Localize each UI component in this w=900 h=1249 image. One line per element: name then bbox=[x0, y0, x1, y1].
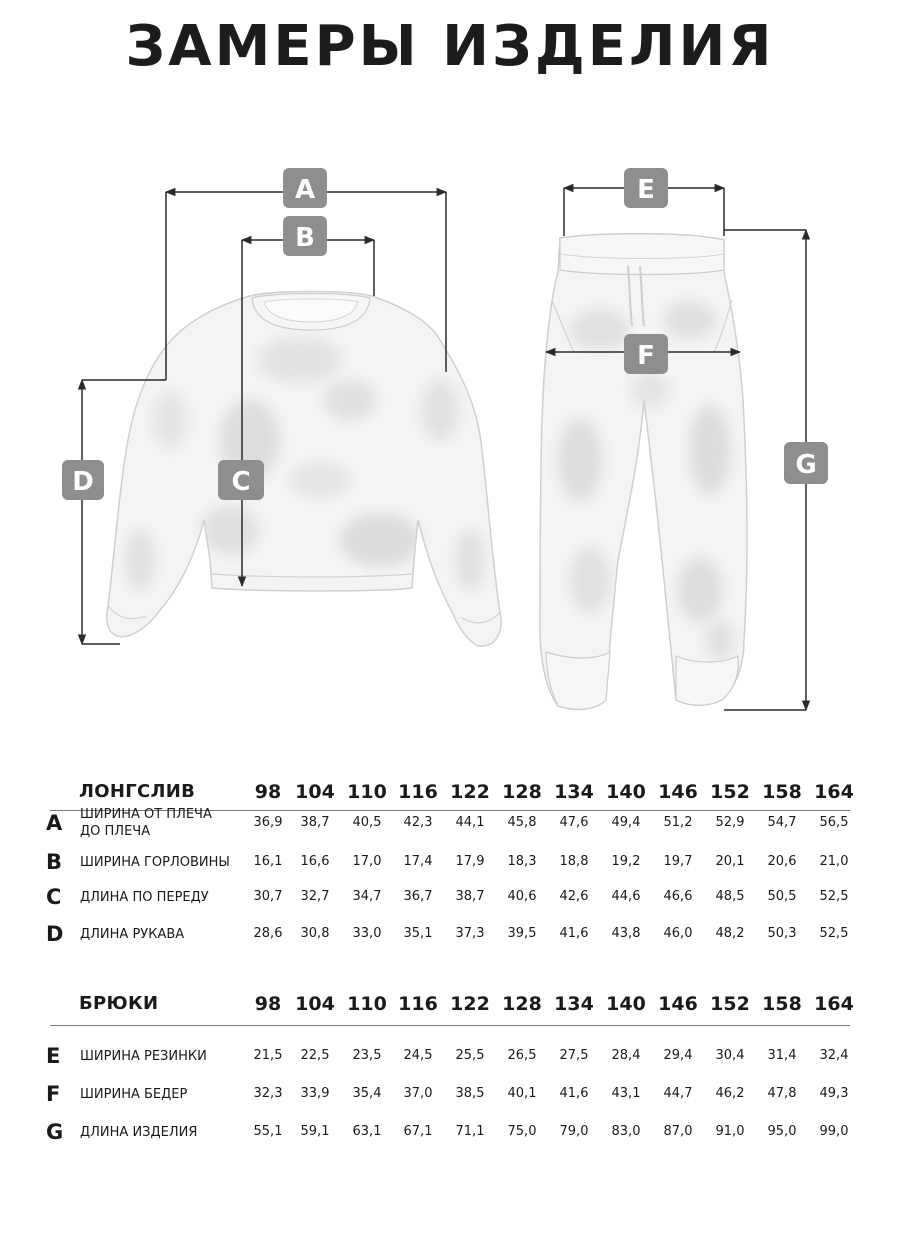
table-cell: 18,3 bbox=[507, 854, 537, 869]
table-cell: 52,9 bbox=[715, 815, 745, 830]
table-cell: 40,6 bbox=[507, 889, 537, 904]
table-row bbox=[0, 1114, 900, 1150]
marker-c bbox=[218, 460, 264, 500]
size-header: 122 bbox=[450, 781, 490, 803]
row-letter: G bbox=[46, 1120, 64, 1144]
size-header: 134 bbox=[554, 781, 594, 803]
size-header: 164 bbox=[814, 993, 854, 1015]
table-cell: 55,1 bbox=[253, 1124, 283, 1139]
table-cell: 30,4 bbox=[715, 1048, 745, 1063]
table-cell: 71,1 bbox=[455, 1124, 485, 1139]
table-cell: 51,2 bbox=[663, 815, 693, 830]
row-label: ДЛИНА ПО ПЕРЕДУ bbox=[80, 889, 209, 905]
table-cell: 31,4 bbox=[767, 1048, 797, 1063]
table-cell: 47,8 bbox=[767, 1086, 797, 1101]
marker-f-label: F bbox=[637, 341, 655, 371]
table-cell: 33,9 bbox=[300, 1086, 330, 1101]
marker-g-label: G bbox=[795, 450, 817, 480]
table-row bbox=[0, 879, 900, 915]
table-cell: 21,0 bbox=[819, 854, 849, 869]
size-header: 164 bbox=[814, 781, 854, 803]
table-cell: 34,7 bbox=[352, 889, 382, 904]
table-cell: 35,1 bbox=[403, 926, 433, 941]
table-cell: 39,5 bbox=[507, 926, 537, 941]
table-header-row bbox=[0, 989, 900, 1019]
table-cell: 32,3 bbox=[253, 1086, 283, 1101]
table-cell: 26,5 bbox=[507, 1048, 537, 1063]
size-header: 128 bbox=[502, 993, 542, 1015]
table-cell: 37,0 bbox=[403, 1086, 433, 1101]
size-header: 140 bbox=[606, 781, 646, 803]
table-cell: 37,3 bbox=[455, 926, 485, 941]
table-cell: 44,6 bbox=[611, 889, 641, 904]
table-cell: 44,7 bbox=[663, 1086, 693, 1101]
size-header: 116 bbox=[398, 993, 438, 1015]
size-header: 110 bbox=[347, 781, 387, 803]
table-cell: 18,8 bbox=[559, 854, 589, 869]
size-header: 122 bbox=[450, 993, 490, 1015]
marker-d-label: D bbox=[72, 467, 94, 497]
table-cell: 36,9 bbox=[253, 815, 283, 830]
table-cell: 83,0 bbox=[611, 1124, 641, 1139]
table-cell: 79,0 bbox=[559, 1124, 589, 1139]
table-cell: 75,0 bbox=[507, 1124, 537, 1139]
table-cell: 33,0 bbox=[352, 926, 382, 941]
table-cell: 49,3 bbox=[819, 1086, 849, 1101]
table-cell: 50,3 bbox=[767, 926, 797, 941]
table-cell: 20,6 bbox=[767, 854, 797, 869]
table-cell: 45,8 bbox=[507, 815, 537, 830]
table-cell: 50,5 bbox=[767, 889, 797, 904]
marker-a bbox=[283, 168, 327, 208]
table-cell: 52,5 bbox=[819, 926, 849, 941]
table-cell: 42,6 bbox=[559, 889, 589, 904]
table-cell: 42,3 bbox=[403, 815, 433, 830]
table-cell: 43,1 bbox=[611, 1086, 641, 1101]
size-header: 98 bbox=[254, 781, 282, 803]
size-header: 134 bbox=[554, 993, 594, 1015]
table-cell: 46,2 bbox=[715, 1086, 745, 1101]
section-title: ЛОНГСЛИВ bbox=[79, 781, 196, 802]
table-cell: 91,0 bbox=[715, 1124, 745, 1139]
table-cell: 32,7 bbox=[300, 889, 330, 904]
row-label: ШИРИНА БЕДЕР bbox=[80, 1086, 188, 1102]
table-cell: 49,4 bbox=[611, 815, 641, 830]
table-cell: 99,0 bbox=[819, 1124, 849, 1139]
table-cell: 95,0 bbox=[767, 1124, 797, 1139]
table-cell: 17,0 bbox=[352, 854, 382, 869]
table-cell: 46,0 bbox=[663, 926, 693, 941]
row-label: ШИРИНА ГОРЛОВИНЫ bbox=[80, 854, 230, 870]
table-cell: 41,6 bbox=[559, 926, 589, 941]
table-cell: 16,1 bbox=[253, 854, 283, 869]
section-title: БРЮКИ bbox=[79, 993, 159, 1014]
table-cell: 30,7 bbox=[253, 889, 283, 904]
table-cell: 16,6 bbox=[300, 854, 330, 869]
header-divider bbox=[50, 1025, 850, 1026]
table-cell: 41,6 bbox=[559, 1086, 589, 1101]
table-cell: 40,5 bbox=[352, 815, 382, 830]
table-cell: 22,5 bbox=[300, 1048, 330, 1063]
table-cell: 36,7 bbox=[403, 889, 433, 904]
table-cell: 19,7 bbox=[663, 854, 693, 869]
row-letter: B bbox=[46, 850, 63, 874]
size-header: 128 bbox=[502, 781, 542, 803]
marker-e-label: E bbox=[637, 175, 655, 205]
row-label: ШИРИНА ОТ ПЛЕЧА ДО ПЛЕЧА bbox=[80, 807, 212, 839]
table-cell: 23,5 bbox=[352, 1048, 382, 1063]
table-row bbox=[0, 1076, 900, 1112]
table-cell: 87,0 bbox=[663, 1124, 693, 1139]
table-cell: 43,8 bbox=[611, 926, 641, 941]
pants-drawing bbox=[540, 234, 747, 710]
size-header: 146 bbox=[658, 993, 698, 1015]
row-letter: D bbox=[46, 922, 64, 946]
table-row bbox=[0, 844, 900, 880]
table-cell: 28,6 bbox=[253, 926, 283, 941]
table-cell: 63,1 bbox=[352, 1124, 382, 1139]
table-row bbox=[0, 1038, 900, 1074]
table-cell: 28,4 bbox=[611, 1048, 641, 1063]
row-letter: C bbox=[46, 885, 62, 909]
table-cell: 48,2 bbox=[715, 926, 745, 941]
table-cell: 52,5 bbox=[819, 889, 849, 904]
size-header: 152 bbox=[710, 993, 750, 1015]
size-header: 158 bbox=[762, 781, 802, 803]
size-header: 104 bbox=[295, 781, 335, 803]
table-cell: 40,1 bbox=[507, 1086, 537, 1101]
size-header: 158 bbox=[762, 993, 802, 1015]
table-cell: 19,2 bbox=[611, 854, 641, 869]
table-row bbox=[0, 805, 900, 841]
table-cell: 17,4 bbox=[403, 854, 433, 869]
row-label: ДЛИНА РУКАВА bbox=[80, 926, 185, 942]
marker-d bbox=[62, 460, 104, 500]
table-cell: 17,9 bbox=[455, 854, 485, 869]
row-label: ДЛИНА ИЗДЕЛИЯ bbox=[80, 1124, 198, 1140]
row-letter: A bbox=[46, 811, 63, 835]
size-header: 110 bbox=[347, 993, 387, 1015]
table-cell: 35,4 bbox=[352, 1086, 382, 1101]
table-cell: 25,5 bbox=[455, 1048, 485, 1063]
row-label: ШИРИНА РЕЗИНКИ bbox=[80, 1048, 207, 1064]
size-header: 98 bbox=[254, 993, 282, 1015]
size-header: 140 bbox=[606, 993, 646, 1015]
marker-e bbox=[624, 168, 668, 208]
table-cell: 21,5 bbox=[253, 1048, 283, 1063]
table-cell: 44,1 bbox=[455, 815, 485, 830]
table-cell: 24,5 bbox=[403, 1048, 433, 1063]
table-cell: 32,4 bbox=[819, 1048, 849, 1063]
size-header: 116 bbox=[398, 781, 438, 803]
table-cell: 48,5 bbox=[715, 889, 745, 904]
size-header: 152 bbox=[710, 781, 750, 803]
table-cell: 30,8 bbox=[300, 926, 330, 941]
table-cell: 46,6 bbox=[663, 889, 693, 904]
page-title: ЗАМЕРЫ ИЗДЕЛИЯ bbox=[125, 14, 775, 79]
table-cell: 56,5 bbox=[819, 815, 849, 830]
table-cell: 20,1 bbox=[715, 854, 745, 869]
marker-f bbox=[624, 334, 668, 374]
marker-b-label: B bbox=[295, 223, 315, 253]
table-cell: 38,7 bbox=[455, 889, 485, 904]
size-header: 104 bbox=[295, 993, 335, 1015]
table-row bbox=[0, 916, 900, 952]
table-cell: 29,4 bbox=[663, 1048, 693, 1063]
table-cell: 59,1 bbox=[300, 1124, 330, 1139]
table-cell: 38,5 bbox=[455, 1086, 485, 1101]
marker-a-label: A bbox=[294, 175, 316, 205]
marker-b bbox=[283, 216, 327, 256]
pants-size-table bbox=[0, 989, 900, 1249]
table-header-row bbox=[0, 777, 900, 807]
row-letter: F bbox=[46, 1082, 61, 1106]
table-cell: 38,7 bbox=[300, 815, 330, 830]
table-cell: 47,6 bbox=[559, 815, 589, 830]
row-letter: E bbox=[46, 1044, 61, 1068]
marker-g bbox=[784, 442, 828, 484]
table-cell: 54,7 bbox=[767, 815, 797, 830]
table-cell: 67,1 bbox=[403, 1124, 433, 1139]
table-cell: 27,5 bbox=[559, 1048, 589, 1063]
size-header: 146 bbox=[658, 781, 698, 803]
marker-c-label: C bbox=[231, 467, 251, 497]
